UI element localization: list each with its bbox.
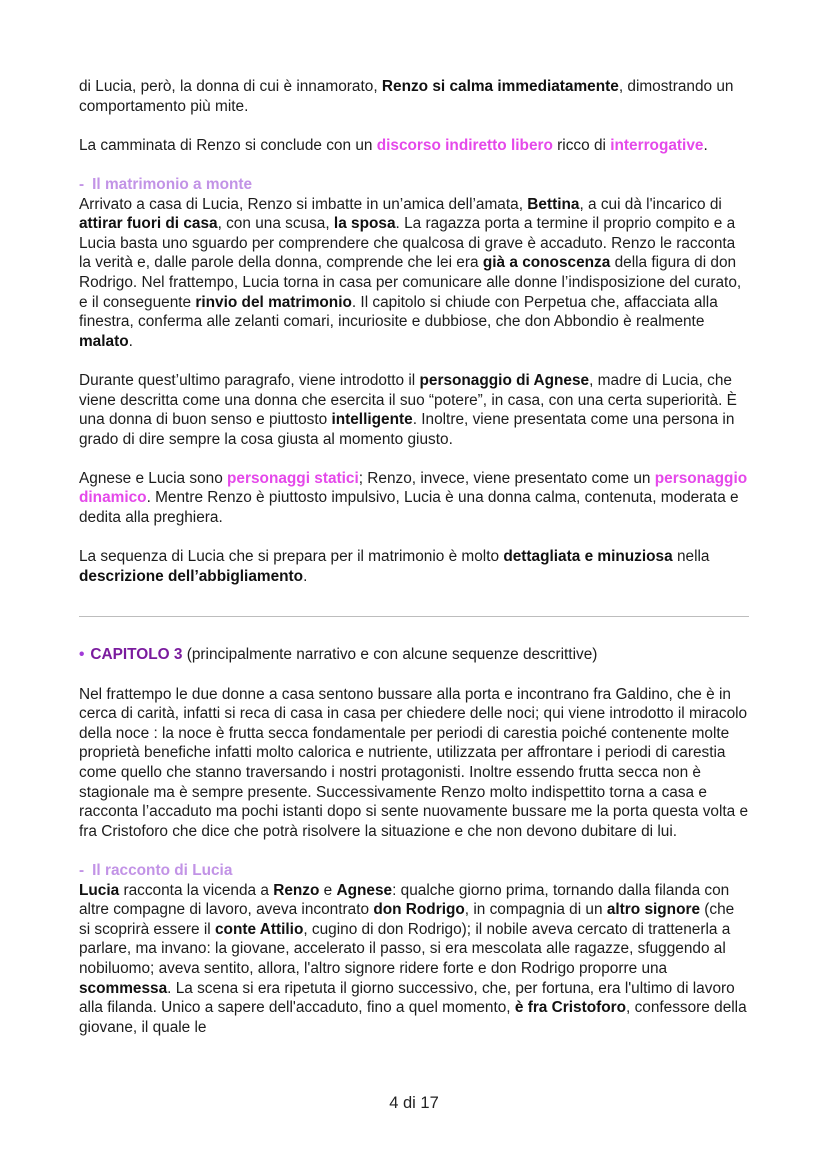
paragraph-lucia-prepares bbox=[79, 547, 749, 586]
bold-text: malato bbox=[79, 332, 129, 350]
bold-text: intelligente bbox=[331, 411, 413, 429]
bold-text: personaggio di Agnese bbox=[419, 371, 590, 389]
document-body bbox=[79, 77, 749, 1037]
text: La camminata di Renzo si conclude con un bbox=[79, 136, 377, 154]
bold-text: la sposa bbox=[333, 215, 396, 233]
bold-text: descrizione dell’abbigliamento bbox=[79, 567, 304, 585]
bold-text: Bettina bbox=[527, 195, 580, 213]
bold-text: attirar fuori di casa bbox=[79, 215, 218, 233]
text: . bbox=[703, 136, 708, 154]
highlight-term: discorso indiretto libero bbox=[376, 136, 553, 154]
bold-text: è fra Cristoforo bbox=[514, 999, 627, 1017]
paragraph-fra-galdino: Nel frattempo le due donne a casa sentono bussare alla porta e incontrano fra Galdino, che è in cerca di carità, infatti si reca di casa in casa per chiedere delle noci; qui viene introdotto il miracolo della noce : la noce è frutta secca fondamentale per periodi di carestia poiché contenente molte proprietà benefiche infatti molto calorica e nutriente, utilizzata per affrontare i periodi di carestia come quello che stanno traversando i nostri protagonisti. Inoltre essendo frutta secca non è stagionale ma è sempre presente. Successivamente Renzo molto indispettito torna a casa e racconta l’accaduto ma pochi istanti dopo si sente nuovamente bussare me la porta questa volta e fra Cristoforo che dice che potrà risolvere la situazione e che non devono dubitare di lui. bbox=[79, 685, 749, 840]
bold-text: conte Attilio bbox=[215, 920, 304, 938]
text: . bbox=[128, 332, 133, 350]
bold-text: rinvio del matrimonio bbox=[195, 293, 352, 311]
paragraph-agnese bbox=[79, 371, 749, 449]
text: La sequenza di Lucia che si prepara per il matrimonio è molto bbox=[79, 548, 504, 566]
section-heading-matrimonio bbox=[79, 175, 749, 195]
text: e bbox=[319, 881, 337, 899]
text: , a cui dà l'incarico di bbox=[579, 195, 722, 213]
dash-marker: - bbox=[79, 175, 85, 193]
bold-text: Renzo si calma immediatamente bbox=[381, 78, 619, 95]
bold-text: altro signore bbox=[606, 901, 701, 919]
text: . bbox=[303, 567, 308, 585]
bold-text: dettagliata e minuziosa bbox=[503, 548, 673, 566]
text: . Inoltre, viene presentata come una persona in grado di dire sempre la cosa giusta al momento giusto. bbox=[79, 411, 735, 448]
chapter-title: CAPITOLO 3 bbox=[90, 646, 183, 664]
bullet-icon: • bbox=[79, 646, 85, 664]
text: ; Renzo, invece, viene presentato come un bbox=[358, 469, 655, 487]
section-title: Il matrimonio a monte bbox=[92, 175, 253, 193]
highlight-term: personaggio dinamico bbox=[79, 469, 748, 507]
text: Durante quest’ultimo paragrafo, viene introdotto il bbox=[79, 371, 420, 389]
text: ricco di bbox=[552, 136, 611, 154]
paragraph-characters bbox=[79, 469, 749, 528]
text: nella bbox=[672, 548, 710, 566]
text: , in compagnia di un bbox=[464, 901, 607, 919]
text: (che si scoprirà essere il bbox=[79, 901, 735, 938]
chapter-heading bbox=[79, 645, 749, 665]
text: , dimostrando un comportamento più mite. bbox=[79, 78, 734, 115]
chapter-subtitle: (principalmente narrativo e con alcune sequenze descrittive) bbox=[182, 646, 598, 664]
paragraph-racconto bbox=[79, 881, 749, 1038]
bold-text: Agnese bbox=[336, 881, 393, 899]
bold-text: già a conoscenza bbox=[482, 254, 611, 272]
highlight-term: personaggi statici bbox=[227, 469, 359, 487]
highlight-term: interrogative bbox=[610, 136, 704, 154]
bold-text: scommessa bbox=[79, 979, 168, 997]
text: della figura di don Rodrigo. Nel frattempo, Lucia torna in casa per comunicare alle donne l’indisposizione del curato, e il conseguente bbox=[79, 254, 742, 311]
text: . Il capitolo si chiude con Perpetua che, affacciata alla finestra, conferma alle zelanti comari, incuriosite e dubbiose, che don Abbondio è realmente bbox=[79, 293, 718, 331]
text: di Lucia, però, la donna di cui è innamorato, bbox=[79, 78, 382, 95]
text: . Mentre Renzo è piuttosto impulsivo, Lucia è una donna calma, contenuta, moderata e dedita alla preghiera. bbox=[79, 489, 739, 527]
section-title: Il racconto di Lucia bbox=[92, 861, 233, 879]
text: racconta la vicenda a bbox=[119, 881, 274, 899]
text: , con una scusa, bbox=[217, 215, 334, 233]
text: Arrivato a casa di Lucia, Renzo si imbatte in un’amica dell’amata, bbox=[79, 195, 528, 213]
text: Agnese e Lucia sono bbox=[79, 469, 228, 487]
page-number: 4 di 17 bbox=[389, 1094, 439, 1112]
paragraph-matrimonio bbox=[79, 195, 749, 352]
text: , cugino di don Rodrigo); il nobile aveva cercato di trattenerla a parlare, ma invano: la giovane, accelerato il passo, si era mescolata alle ragazze, sfuggendo al nobiluomo; aveva sentito, allora, l'altro signore ridere forte e don Rodrigo proporre una bbox=[79, 920, 731, 977]
text: . La scena si era ripetuta il giorno successivo, che, per fortuna, era l'ultimo di lavoro alla filanda. Unico a sapere dell'accaduto, fino a quel momento, bbox=[79, 979, 735, 1017]
text: , madre di Lucia, che viene descritta come una donna che esercita il suo “potere”, in casa, con una certa superiorità. È una donna di buon senso e piuttosto bbox=[79, 371, 737, 429]
bold-text: don Rodrigo bbox=[373, 901, 465, 919]
text: . La ragazza porta a termine il proprio compito e a Lucia basta uno sguardo per comprendere che qualcosa di grave è accaduto. Renzo le racconta la verità e, dalle parole della donna, comprende che lei era bbox=[79, 215, 736, 272]
text: , confessore della giovane, il quale le bbox=[79, 999, 747, 1036]
dash-marker: - bbox=[79, 861, 85, 879]
section-heading-racconto bbox=[79, 861, 749, 881]
bold-text: Renzo bbox=[273, 881, 320, 899]
text: : qualche giorno prima, tornando dalla filanda con altre compagne di lavoro, aveva incontrato bbox=[79, 881, 730, 919]
paragraph-renzo-calms bbox=[79, 77, 749, 116]
paragraph-walk-conclusion bbox=[79, 136, 749, 156]
bold-text: Lucia bbox=[79, 881, 120, 899]
